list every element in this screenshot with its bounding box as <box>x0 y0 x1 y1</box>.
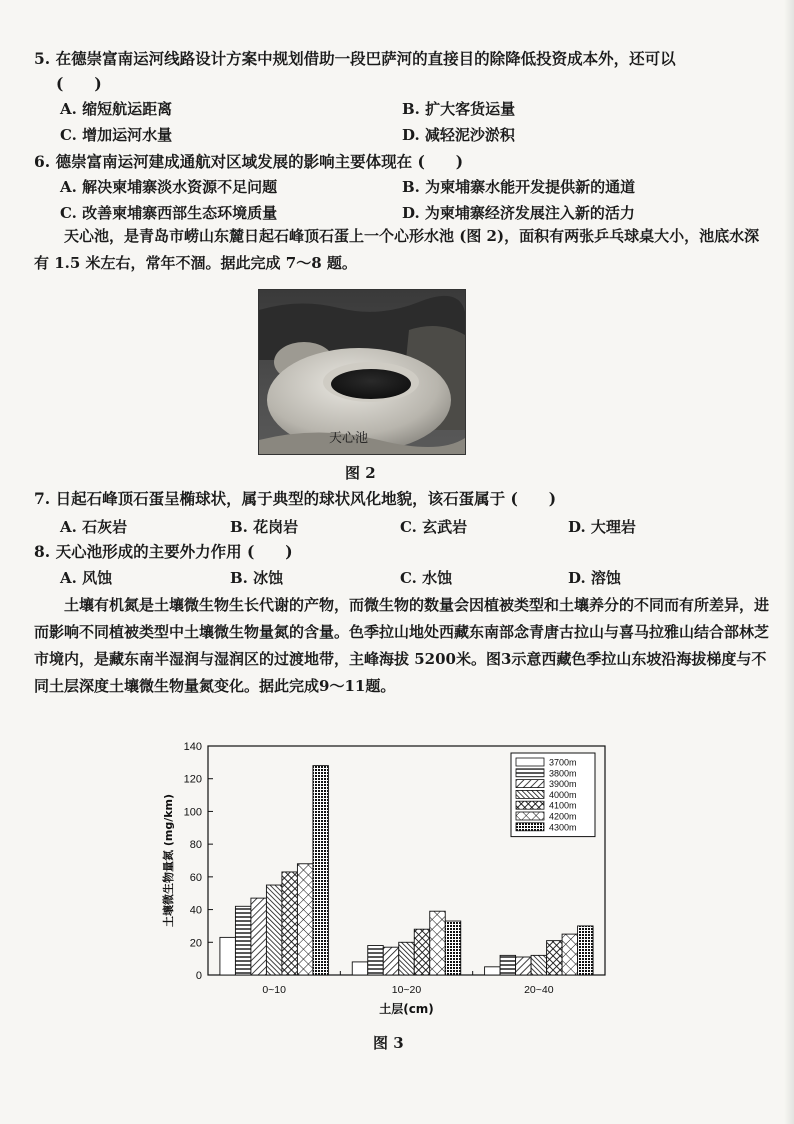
legend-swatch-4000m <box>516 790 544 798</box>
y-axis-label: 土壤微生物量氮 (mg/km) <box>162 793 175 928</box>
question-7-stem: 7. 日起石峰顶石蛋呈椭球状，属于典型的球状风化地貌，该石蛋属于 ( ) <box>34 489 557 508</box>
figure-2-caption: 图 2 <box>345 464 376 482</box>
y-tick-label: 100 <box>183 806 202 819</box>
legend-swatch-3800m <box>516 769 544 777</box>
y-tick-label: 140 <box>183 741 202 753</box>
question-7-option-a: A. 石灰岩 <box>60 518 128 536</box>
figure-3-caption: 图 3 <box>373 1034 404 1052</box>
bar-20~40-4300m <box>578 926 594 975</box>
passage-sejila-text: 土壤有机氮是土壤微生物生长代谢的产物，而微生物的数量会因植被类型和土壤养分的不同而有所差异，进而影响不同植被类型中土壤微生物量氮的含量。色季拉山地处西藏东南部念青唐古拉山与喜马拉雅山结合部林芝市境内，是藏东南半湿润与湿润区的过渡地带，主峰海拔 5200米。图3示意西藏色季拉山东坡沿海拔梯度与不同土层深度土壤微生物量氮变化。据此完成9～11题。 <box>34 596 770 695</box>
passage-sejila-mountain <box>34 592 770 700</box>
legend-label-3700m: 3700m <box>549 757 577 768</box>
y-tick-label: 0 <box>195 970 202 982</box>
bar-0~10-3800m <box>235 906 251 975</box>
bar-20~40-4000m <box>531 955 547 975</box>
y-tick-label: 80 <box>189 839 202 852</box>
x-tick-label: 10~20 <box>391 984 422 996</box>
question-6-option-b: B. 为柬埔寨水能开发提供新的通道 <box>402 178 636 196</box>
bar-0~10-4300m <box>313 766 329 975</box>
y-tick-label: 40 <box>189 904 202 917</box>
question-8-option-c: C. 水蚀 <box>400 569 453 587</box>
legend-swatch-4100m <box>516 801 544 809</box>
bar-20~40-4100m <box>547 941 563 975</box>
bar-10~20-4100m <box>414 929 430 975</box>
question-5-option-c: C. 增加运河水量 <box>60 126 173 144</box>
question-6-option-a: A. 解决柬埔寨淡水资源不足问题 <box>60 178 278 196</box>
question-7-option-b: B. 花岗岩 <box>230 518 299 536</box>
bar-20~40-3800m <box>500 955 516 975</box>
chart-legend <box>511 753 595 837</box>
y-tick-label: 60 <box>189 871 202 884</box>
legend-swatch-4300m <box>516 823 544 831</box>
bar-0~10-3700m <box>220 937 236 975</box>
legend-swatch-4200m <box>516 812 544 820</box>
bar-20~40-4200m <box>562 934 578 975</box>
figure-2-photo <box>258 289 466 455</box>
question-5-stem: 5. 在德崇富南运河线路设计方案中规划借助一段巴萨河的直接目的除降低投资成本外，还可以 <box>34 49 676 68</box>
question-6-option-c: C. 改善柬埔寨西部生态环境质量 <box>60 204 278 222</box>
y-tick-label: 120 <box>183 773 202 786</box>
question-7-option-d: D. 大理岩 <box>568 518 636 536</box>
question-5-option-d: D. 减轻泥沙淤积 <box>402 126 515 144</box>
x-tick-label: 0~10 <box>262 984 286 996</box>
question-8-option-d: D. 溶蚀 <box>568 569 621 587</box>
legend-label-3800m: 3800m <box>549 768 577 779</box>
bar-10~20-4300m <box>445 921 461 975</box>
scan-edge-shadow <box>784 0 794 1124</box>
question-5-option-a: A. 缩短航运距离 <box>60 100 173 118</box>
bar-0~10-4200m <box>297 864 313 975</box>
question-5-option-b: B. 扩大客货运量 <box>402 100 516 118</box>
passage-tianxinchi <box>34 223 770 277</box>
question-8-stem: 8. 天心池形成的主要外力作用 ( ) <box>34 542 293 561</box>
x-tick-label: 20~40 <box>524 984 554 996</box>
legend-label-4100m: 4100m <box>549 800 577 811</box>
legend-label-4300m: 4300m <box>549 822 577 833</box>
legend-label-4000m: 4000m <box>549 789 577 800</box>
bar-20~40-3900m <box>516 957 532 975</box>
legend-label-4200m: 4200m <box>549 811 577 822</box>
bar-10~20-3700m <box>352 962 368 975</box>
legend-label-3900m: 3900m <box>549 779 577 790</box>
question-5-answer-blank: ( ) <box>56 74 102 93</box>
bar-10~20-3800m <box>368 946 384 975</box>
bar-10~20-3900m <box>383 947 399 975</box>
figure-3-bar-chart <box>150 736 620 1026</box>
question-7-option-c: C. 玄武岩 <box>400 518 468 536</box>
bar-0~10-4100m <box>282 872 298 975</box>
bar-20~40-3700m <box>485 967 501 975</box>
question-6-stem: 6. 德崇富南运河建成通航对区域发展的影响主要体现在 ( ) <box>34 152 464 171</box>
passage-tianxinchi-text: 天心池，是青岛市崂山东麓日起石峰顶石蛋上一个心形水池 (图 2)，面积有两张乒乓球桌大小，池底水深有 1.5 米左右，常年不涸。据此完成 7～8 题。 <box>34 227 760 272</box>
y-tick-label: 20 <box>189 937 202 950</box>
question-6-option-d: D. 为柬埔寨经济发展注入新的活力 <box>402 204 635 222</box>
bar-0~10-4000m <box>266 885 282 975</box>
bar-0~10-3900m <box>251 898 267 975</box>
bar-10~20-4000m <box>399 942 415 975</box>
legend-swatch-3700m <box>516 758 544 766</box>
figure-2-inscription: 天心池 <box>329 431 369 446</box>
question-8-option-b: B. 冰蚀 <box>230 569 284 587</box>
bar-10~20-4200m <box>430 911 446 975</box>
question-8-option-a: A. 风蚀 <box>60 569 113 587</box>
legend-swatch-3900m <box>516 780 544 788</box>
stone-egg-pool-image <box>259 290 465 454</box>
x-axis-label: 土层(cm) <box>379 1002 434 1016</box>
